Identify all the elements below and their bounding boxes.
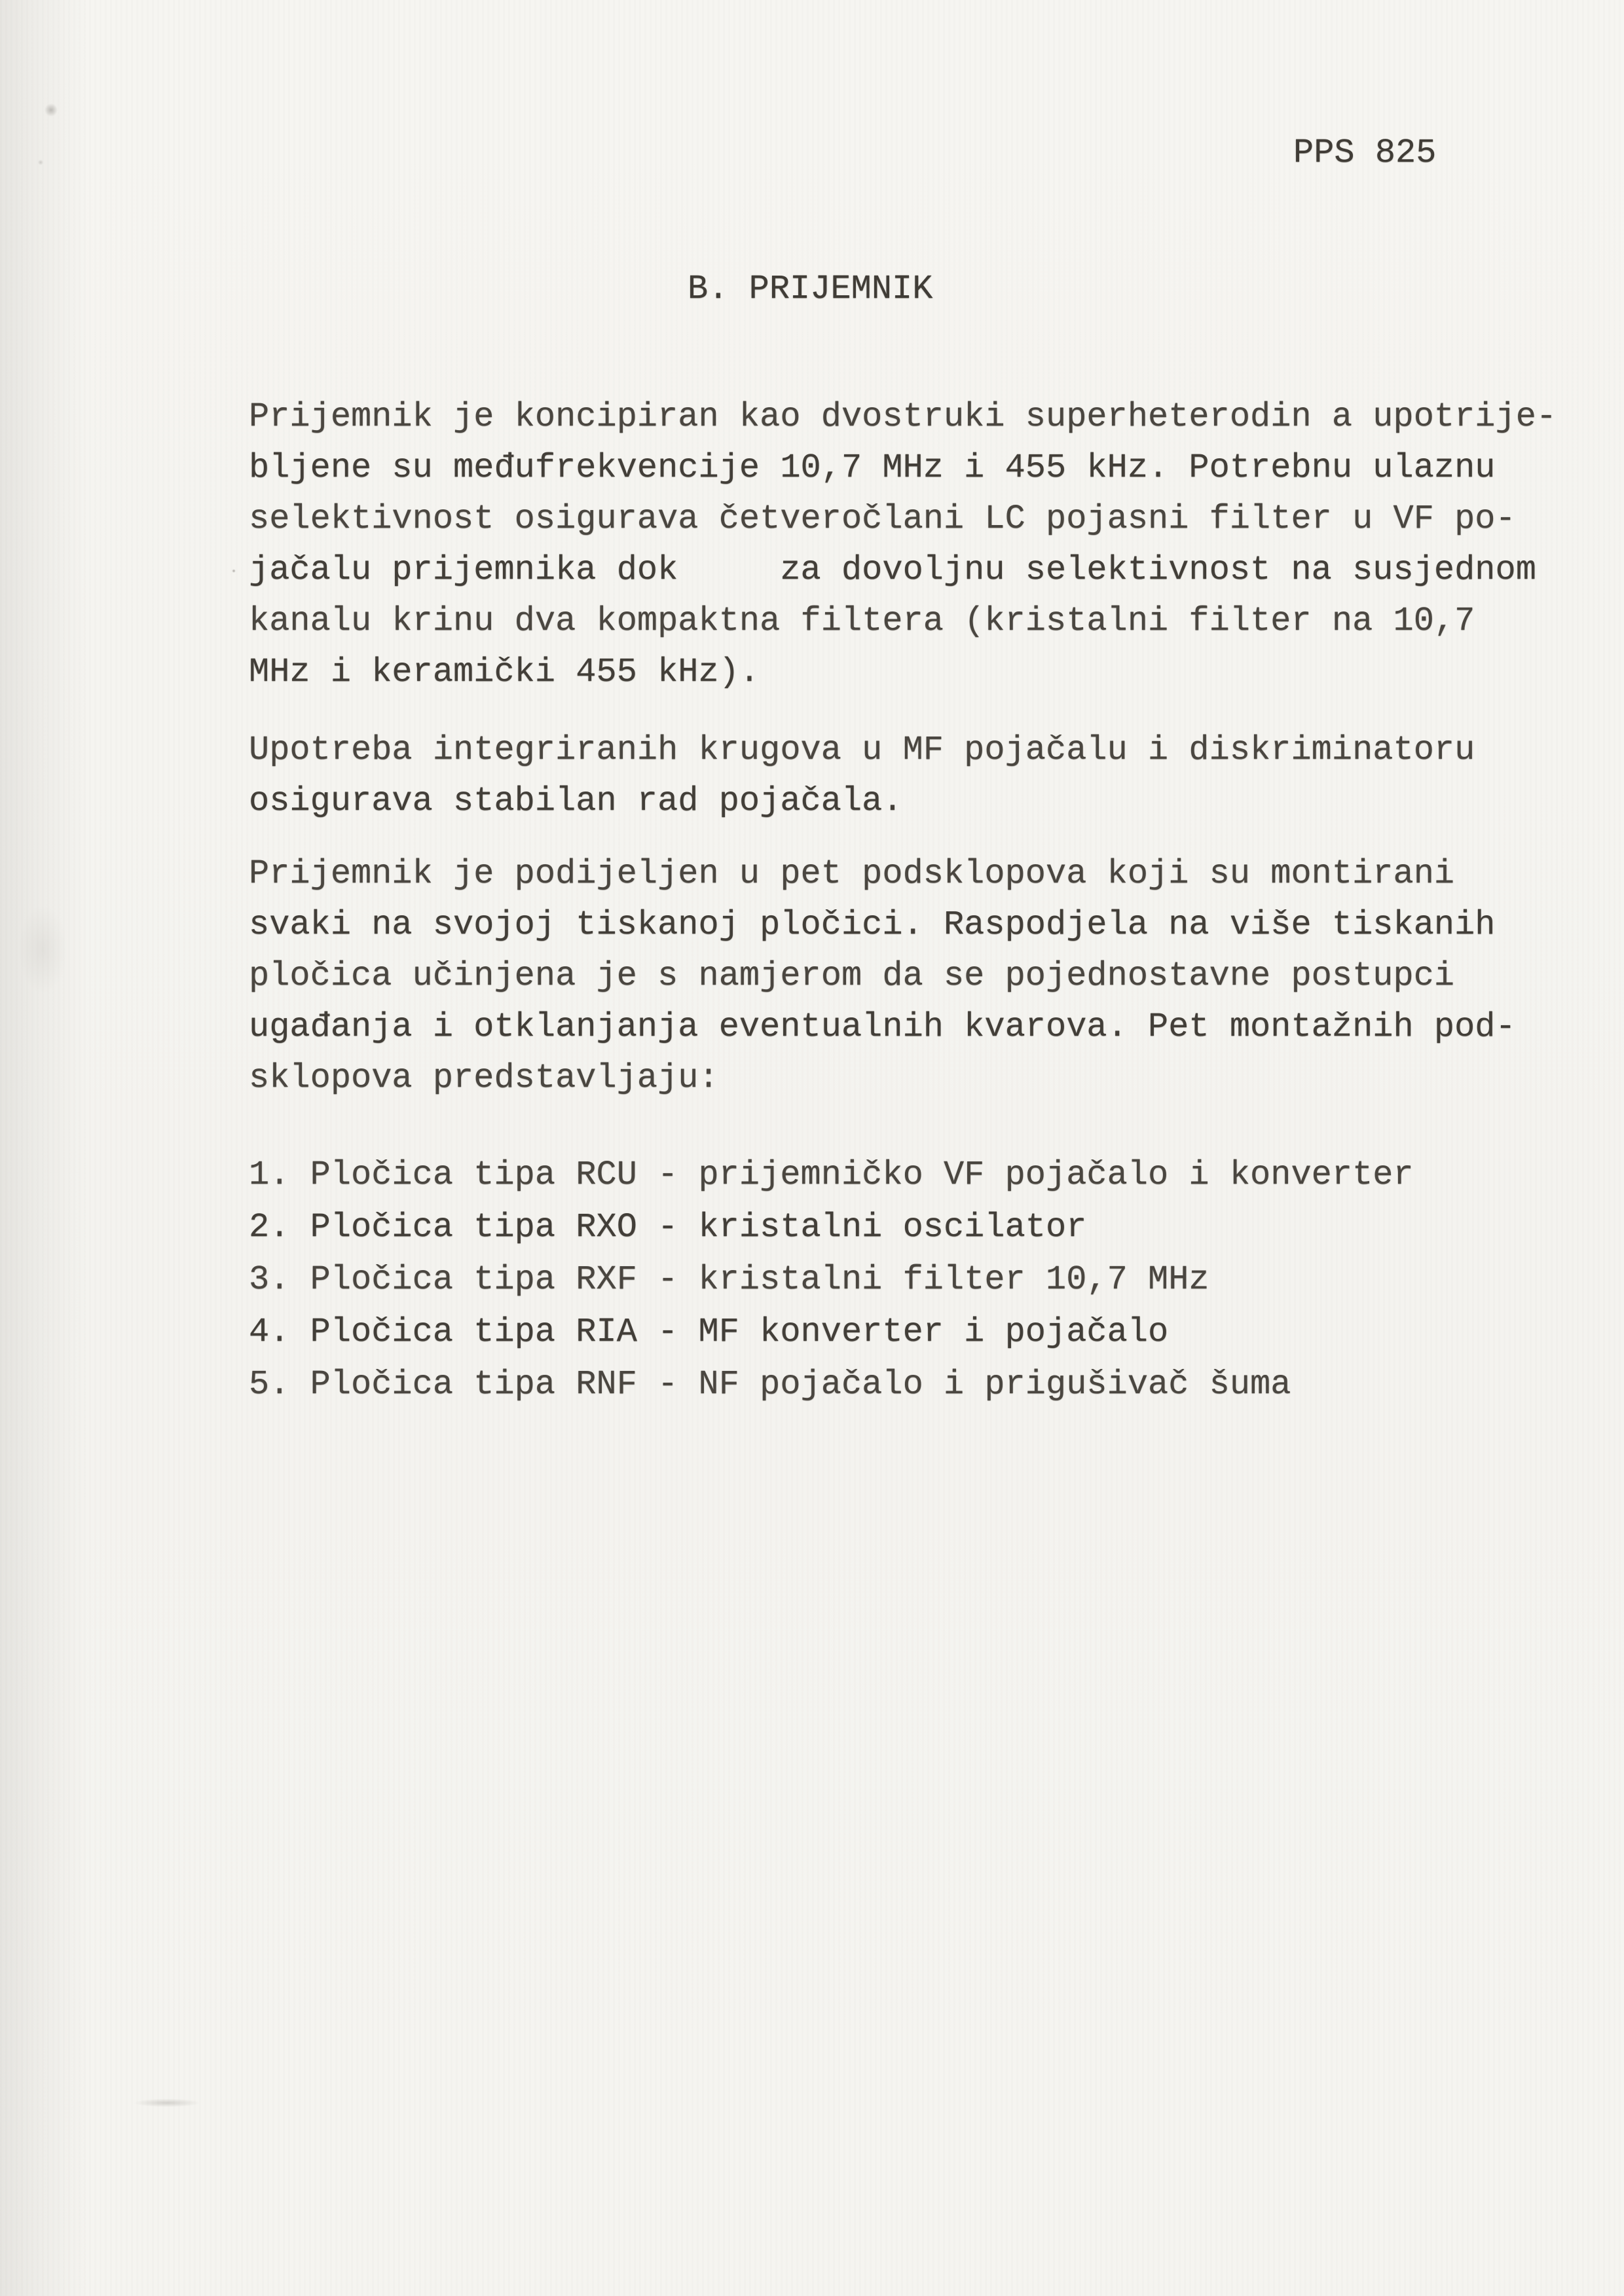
text-line: selektivnost osigurava četveročlani LC pojasni filter u VF po- [249, 500, 1516, 538]
paragraph-subassemblies [249, 848, 1516, 1104]
text-line: MHz i keramički 455 kHz). [249, 653, 760, 691]
document-title: B. PRIJEMNIK [688, 270, 933, 308]
text-line: ugađanja i otklanjanja eventualnih kvarova. Pet montažnih pod- [249, 1008, 1516, 1046]
text-line: kanalu krinu dva kompaktna filtera (kristalni filter na 10,7 [249, 602, 1475, 640]
text-line: jačalu prijemnika dok za dovoljnu selektivnost na susjednom [249, 551, 1536, 589]
text-line: 3. Pločica tipa RXF - kristalni filter 10,7 MHz [249, 1260, 1209, 1299]
text-line: 2. Pločica tipa RXO - kristalni oscilator [249, 1208, 1087, 1247]
paragraph-integrated-circuits [249, 725, 1475, 827]
text-line: Upotreba integriranih krugova u MF pojačalu i diskriminatoru [249, 731, 1475, 769]
paragraph-intro [249, 392, 1557, 698]
text-line: Prijemnik je podijeljen u pet podsklopova koji su montirani [249, 854, 1455, 893]
text-line: Prijemnik je koncipiran kao dvostruki superheterodin a upotrije- [249, 397, 1557, 436]
text-line: sklopova predstavljaju: [249, 1059, 719, 1097]
module-list [249, 1149, 1414, 1411]
text-line: 5. Pločica tipa RNF - NF pojačalo i prigušivač šuma [249, 1365, 1291, 1404]
text-line: pločica učinjena je s namjerom da se pojednostavne postupci [249, 957, 1455, 995]
text-line: 1. Pločica tipa RCU - prijemničko VF pojačalo i konverter [249, 1156, 1414, 1194]
text-line: bljene su međufrekvencije 10,7 MHz i 455 kHz. Potrebnu ulaznu [249, 448, 1496, 487]
text-line: 4. Pločica tipa RIA - MF konverter i pojačalo [249, 1313, 1169, 1351]
doc-reference: PPS 825 [1293, 134, 1437, 172]
text-line: osigurava stabilan rad pojačala. [249, 782, 903, 820]
text-line: svaki na svojoj tiskanoj pločici. Raspodjela na više tiskanih [249, 905, 1496, 944]
